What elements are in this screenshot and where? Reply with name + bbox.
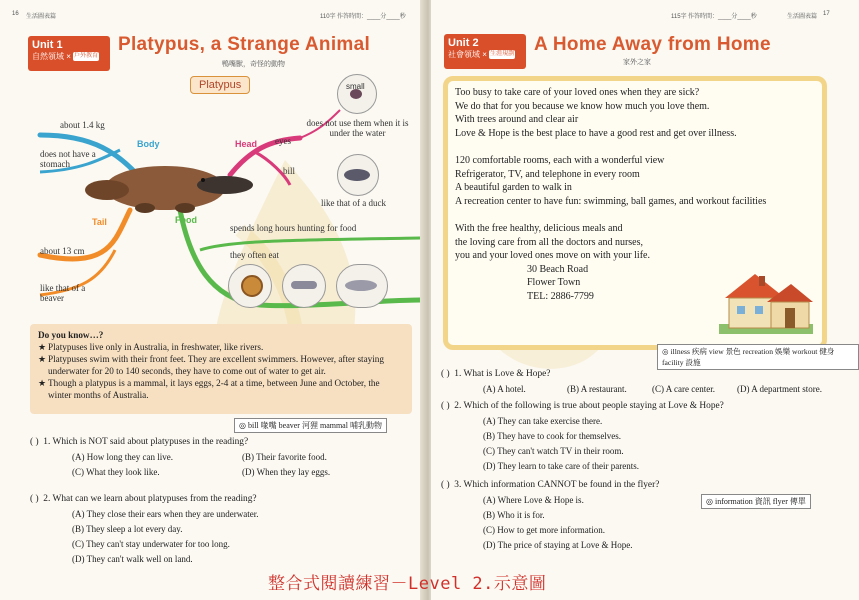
option-b[interactable]: They sleep a lot every day. [86,524,183,534]
option-c[interactable]: A care center. [665,384,715,394]
answer-blank[interactable]: ( ) [30,437,39,447]
bill-closeup-icon [337,154,379,196]
option-letter: (A) [483,495,496,505]
fact-1: Platypuses live only in Australia, in freshwater, like rivers. [48,342,264,352]
eye-closeup-icon [337,74,377,114]
question-text: Which is NOT said about platypuses in the reading? [52,437,249,447]
answer-blank[interactable]: ( ) [441,401,450,411]
right-page [431,0,859,600]
vocab-text: illness 疾病 view 景色 recreation 娛樂 workout 健身 facility 設施 [662,347,835,367]
star-icon: ★ [38,378,47,388]
option-b[interactable]: Their favorite food. [256,452,327,462]
option-letter: (C) [72,539,84,549]
left-page [0,0,426,600]
house-illustration [715,268,815,336]
flyer-phone: TEL: 2886-7799 [527,290,594,302]
option-d[interactable]: A department store. [751,384,822,394]
page-number: 17 [823,11,830,17]
page-subtitle: 家外之家 [623,59,651,66]
option-c[interactable]: How to get more information. [497,525,605,535]
snail-icon [228,264,272,308]
answer-blank[interactable]: ( ) [441,369,450,379]
question-text: What is Love & Hope? [463,369,551,379]
series-name: 生活圖表篇 [26,14,57,20]
question-1 [30,436,410,481]
option-d[interactable]: When they lay eggs. [256,467,331,477]
platypus-illustration [85,150,255,220]
vocab-icon: ◎ [239,421,248,430]
option-letter: (A) [72,509,85,519]
vocab-icon: ◎ [662,347,671,356]
option-letter: (B) [242,452,254,462]
flyer-line: 120 comfortable rooms, each with a wonderful view [455,154,665,166]
option-d[interactable]: They can't walk well on land. [86,554,193,564]
flyer-line [455,140,815,154]
branch-tail: Tail [92,217,107,227]
flyer-line: Too busy to take care of your loved ones when they are sick? [455,87,700,98]
body-stomach: does not have a stomach [40,149,96,169]
option-letter: (C) [483,525,495,535]
option-letter: (C) [72,467,84,477]
answer-blank[interactable]: ( ) [30,494,39,504]
question-number: 2. [454,401,462,411]
option-letter: (B) [483,510,495,520]
star-icon: ★ [38,342,47,352]
head-eyes: eyes [275,136,291,146]
star-icon: ★ [38,354,47,364]
head-bill: bill [283,166,296,176]
option-d[interactable]: The price of staying at Love & Hope. [497,540,633,550]
body-weight: about 1.4 kg [60,120,105,130]
flyer-town: Flower Town [527,277,581,289]
page-title: A Home Away from Home [534,34,771,55]
food-hunting: spends long hours hunting for food [230,223,357,233]
option-letter: (A) [483,416,496,426]
question-text: Which of the following is true about people staying at Love & Hope? [463,401,724,411]
unit-tag: 生涯規劃 [490,51,515,58]
tail-like: like that of a beaver [40,283,86,303]
option-letter: (B) [567,384,579,394]
question-text: What can we learn about platypuses from the reading? [52,494,257,504]
question-number: 2. [43,494,51,504]
fact-3: Though a platypus is a mammal, it lays eggs, 2-4 at a time, between June and October, the winter months of Australia. [48,378,380,400]
flyer-line: We do that for you because we know how much you love them. [455,100,710,112]
question-1 [441,368,851,398]
did-you-know-heading: Do you know…? [38,330,104,340]
question-2 [441,400,851,472]
option-b[interactable]: A restaurant. [580,384,627,394]
flyer-line: the loving care from all the doctors and nurses, [455,236,643,248]
option-letter: (C) [652,384,664,394]
option-a[interactable]: They close their ears when they are underwater. [86,509,259,519]
question-number: 1. [454,369,462,379]
flyer-address: 30 Beach Road [527,263,589,275]
option-a[interactable]: How long they can live. [86,452,173,462]
option-a[interactable]: A hotel. [497,384,526,394]
eyes-note: does not use them when it is under the water [306,118,409,138]
bill-note: like that of a duck [321,198,386,208]
unit-category: 社會領域 × [448,50,487,59]
flyer-line: With the free healthy, delicious meals and [455,222,623,234]
time-field: 作答時間：____分____秒 [688,14,757,20]
unit-category: 自然領域 × [32,52,71,61]
series-name: 生活圖表篇 [787,14,818,20]
tail-length: about 13 cm [40,246,85,256]
option-c[interactable]: They can't watch TV in their room. [497,446,624,456]
question-number: 1. [43,437,51,447]
flyer-line: A beautiful garden to walk in [455,182,572,194]
did-you-know-box [30,324,412,414]
flyer-line: you and your loved ones move on with your life. [455,250,650,262]
image-caption: 整合式閱讀練習－Level 2.示意圖 [268,574,547,594]
shrimp-icon [282,264,326,308]
fact-2: Platypuses swim with their front feet. They are excellent swimmers. However, after staying underwater for 20 to 140 seconds, they have to come out of water to get air. [48,354,384,376]
option-letter: (D) [483,540,496,550]
word-count: 115字 [671,14,687,20]
option-letter: (D) [72,554,85,564]
option-letter: (B) [72,524,84,534]
question-text: Which information CANNOT be found in the flyer? [463,480,660,490]
unit-badge [28,36,110,71]
option-c[interactable]: What they look like. [86,467,160,477]
option-letter: (D) [242,467,255,477]
option-letter: (A) [483,384,496,394]
option-d[interactable]: They learn to take care of their parents. [497,461,640,471]
branch-head: Head [235,139,258,149]
option-letter: (C) [483,446,495,456]
time-field: 作答時間：____分____秒 [337,14,406,20]
flyer-line: With trees around and clear air [455,114,579,126]
unit-label: Unit 2 [448,37,479,49]
vocab-box [657,344,859,370]
word-count: 110字 [320,14,336,20]
flyer-line [455,208,815,222]
option-b[interactable]: They have to cook for themselves. [497,431,622,441]
option-letter: (B) [483,431,495,441]
unit-badge [444,34,526,69]
question-3 [441,479,851,551]
mindmap-center-label: Platypus [190,76,250,94]
option-a[interactable]: They can take exercise there. [497,416,603,426]
question-number: 3. [454,480,462,490]
option-a[interactable]: Where Love & Hope is. [497,495,584,505]
vocab-icon: ◎ [706,497,715,506]
branch-food: Food [175,215,197,225]
eyes-size: small [346,82,365,91]
page-number: 16 [12,11,19,17]
vocab-text: information 資訊 flyer 傳單 [714,497,806,506]
unit-tag: 戶外教育 [74,53,99,60]
vocab-box [234,418,387,433]
option-letter: (D) [737,384,750,394]
food-eat: they often eat [230,250,279,260]
flyer-line: Refrigerator, TV, and telephone in every room [455,168,640,180]
flyer-line: Love & Hope is the best place to have a good rest and get over illness. [455,127,737,139]
option-c[interactable]: They can't stay underwater for too long. [86,539,230,549]
flyer-line: A recreation center to have fun: swimming, ball games, and workout facilities [455,195,767,207]
option-letter: (A) [72,452,85,462]
branch-body: Body [137,139,160,149]
unit-label: Unit 1 [32,39,63,51]
page-subtitle: 鴨嘴獸，奇怪的動物 [222,61,285,68]
option-b[interactable]: Who it is for. [497,510,545,520]
fish-icon [336,264,388,308]
question-2 [30,493,410,565]
option-letter: (D) [483,461,496,471]
answer-blank[interactable]: ( ) [441,480,450,490]
page-title: Platypus, a Strange Animal [118,34,371,55]
vocab-text: bill 喙嘴 beaver 河狸 mammal 哺乳動物 [247,421,382,430]
